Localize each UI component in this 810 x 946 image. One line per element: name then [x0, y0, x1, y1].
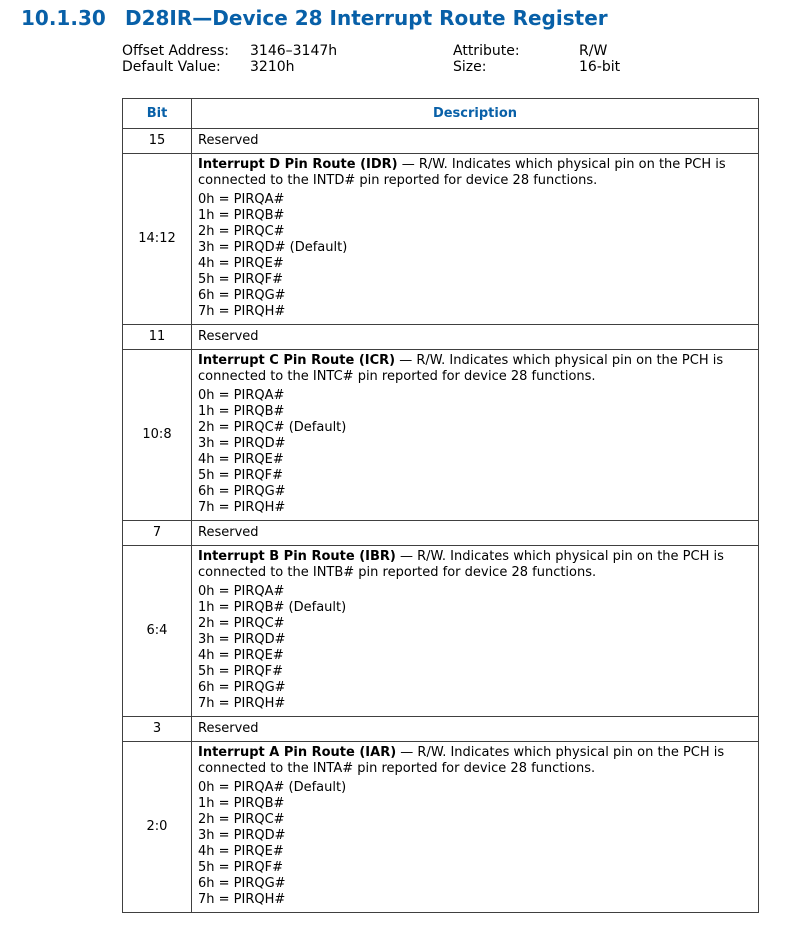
attribute-label: Attribute: — [453, 43, 520, 59]
bit-column-header: Bit — [123, 99, 192, 129]
table-row — [123, 742, 759, 913]
encoding-item: 7h = PIRQH# — [198, 696, 286, 711]
table-header-row — [123, 99, 759, 129]
register-meta-right — [453, 43, 653, 77]
offset-value: 3146–3147h — [250, 43, 338, 59]
encoding-item: 1h = PIRQB# — [198, 796, 285, 811]
field-description: — R/W. Indicates which physical pin on the PCH is connected to the INTD# pin reported for device 28 functions. — [198, 157, 726, 188]
attribute-value: R/W — [579, 43, 608, 59]
encoding-item: 4h = PIRQE# — [198, 452, 284, 467]
field-name: Interrupt A Pin Route (IAR) — [198, 745, 397, 760]
field-description: — R/W. Indicates which physical pin on the PCH is connected to the INTA# pin reported for device 28 functions. — [198, 745, 725, 776]
table-row — [123, 521, 759, 546]
encoding-item: 4h = PIRQE# — [198, 844, 284, 859]
bit-cell: 15 — [123, 129, 192, 154]
table-row — [123, 325, 759, 350]
description-cell: Reserved — [192, 521, 759, 546]
encoding-item: 7h = PIRQH# — [198, 500, 286, 515]
description-column-header: Description — [192, 99, 759, 129]
bit-cell: 10:8 — [123, 350, 192, 521]
field-name: Interrupt B Pin Route (IBR) — [198, 549, 396, 564]
section-number: 10.1.30 — [21, 6, 106, 30]
field-description: — R/W. Indicates which physical pin on the PCH is connected to the INTB# pin reported for device 28 functions. — [198, 549, 724, 580]
description-cell: Reserved — [192, 129, 759, 154]
description-cell: Reserved — [192, 717, 759, 742]
description-cell: Reserved — [192, 325, 759, 350]
encoding-item: 0h = PIRQA# — [198, 584, 285, 599]
table-row — [123, 350, 759, 521]
encoding-item: 5h = PIRQF# — [198, 468, 283, 483]
description-cell — [192, 742, 759, 913]
encoding-list — [198, 388, 752, 516]
bit-cell: 11 — [123, 325, 192, 350]
encoding-item: 7h = PIRQH# — [198, 304, 286, 319]
encoding-list — [198, 584, 752, 712]
encoding-item: 6h = PIRQG# — [198, 288, 286, 303]
encoding-item: 2h = PIRQC# (Default) — [198, 420, 347, 435]
register-meta-left — [122, 43, 422, 77]
description-cell — [192, 350, 759, 521]
bit-cell: 6:4 — [123, 546, 192, 717]
bit-cell: 14:12 — [123, 154, 192, 325]
encoding-item: 0h = PIRQA# — [198, 192, 285, 207]
bit-cell: 2:0 — [123, 742, 192, 913]
encoding-item: 3h = PIRQD# — [198, 632, 286, 647]
bit-cell: 7 — [123, 521, 192, 546]
table-row — [123, 717, 759, 742]
encoding-item: 0h = PIRQA# — [198, 388, 285, 403]
bit-cell: 3 — [123, 717, 192, 742]
field-name: Interrupt C Pin Route (ICR) — [198, 353, 396, 368]
encoding-item: 3h = PIRQD# (Default) — [198, 240, 348, 255]
encoding-item: 4h = PIRQE# — [198, 256, 284, 271]
description-cell — [192, 154, 759, 325]
table-row — [123, 129, 759, 154]
encoding-item: 5h = PIRQF# — [198, 272, 283, 287]
encoding-item: 2h = PIRQC# — [198, 224, 285, 239]
encoding-item: 6h = PIRQG# — [198, 876, 286, 891]
section-title: D28IR—Device 28 Interrupt Route Register — [125, 6, 608, 30]
offset-label: Offset Address: — [122, 43, 229, 59]
encoding-item: 6h = PIRQG# — [198, 484, 286, 499]
encoding-item: 1h = PIRQB# (Default) — [198, 600, 347, 615]
encoding-item: 0h = PIRQA# (Default) — [198, 780, 347, 795]
encoding-item: 2h = PIRQC# — [198, 616, 285, 631]
encoding-item: 3h = PIRQD# — [198, 436, 286, 451]
description-cell — [192, 546, 759, 717]
table-row — [123, 154, 759, 325]
encoding-item: 6h = PIRQG# — [198, 680, 286, 695]
register-bit-table — [122, 98, 759, 913]
size-value: 16-bit — [579, 59, 621, 75]
encoding-item: 4h = PIRQE# — [198, 648, 284, 663]
encoding-item: 5h = PIRQF# — [198, 860, 283, 875]
field-description: — R/W. Indicates which physical pin on the PCH is connected to the INTC# pin reported for device 28 functions. — [198, 353, 724, 384]
table-row — [123, 546, 759, 717]
encoding-item: 3h = PIRQD# — [198, 828, 286, 843]
encoding-item: 1h = PIRQB# — [198, 404, 285, 419]
encoding-list — [198, 192, 752, 320]
encoding-item: 1h = PIRQB# — [198, 208, 285, 223]
encoding-list — [198, 780, 752, 908]
encoding-item: 2h = PIRQC# — [198, 812, 285, 827]
encoding-item: 7h = PIRQH# — [198, 892, 286, 907]
default-label: Default Value: — [122, 59, 221, 75]
section-heading — [21, 6, 608, 30]
size-label: Size: — [453, 59, 487, 75]
default-value: 3210h — [250, 59, 295, 75]
encoding-item: 5h = PIRQF# — [198, 664, 283, 679]
field-name: Interrupt D Pin Route (IDR) — [198, 157, 398, 172]
